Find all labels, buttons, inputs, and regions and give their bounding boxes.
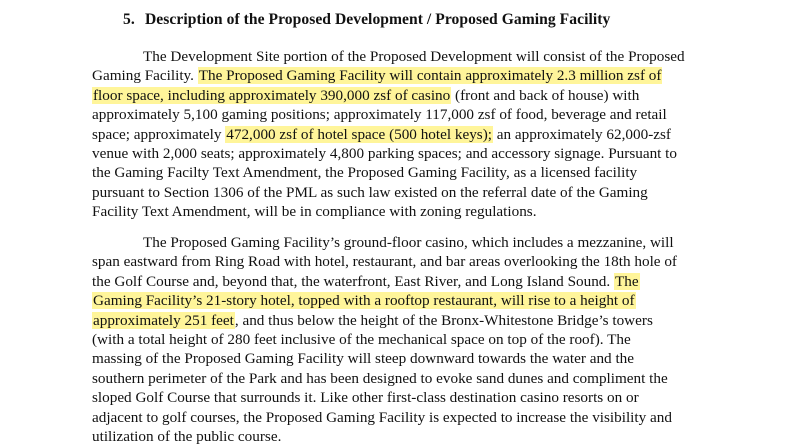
text-segment: adjacent to golf courses, the Proposed Gaming Facility is expected to increase the visibility and — [92, 408, 672, 426]
text-segment: utilization of the public course. — [92, 428, 282, 445]
text-segment: (front and back of house) with — [451, 86, 640, 104]
text-segment: pursuant to Section 1306 of the PML as such law existed on the referral date of the Gaming — [92, 183, 648, 201]
text-line — [92, 125, 671, 145]
text-line — [92, 330, 631, 350]
text-segment: venue with 2,000 seats; approximately 4,800 parking spaces; and accessory signage. Pursuant to — [92, 145, 678, 162]
section-title: Description of the Proposed Development / Proposed Gaming Facility — [145, 11, 611, 28]
text-line — [92, 66, 662, 86]
text-segment: the Golf Course and, beyond that, the waterfront, East River, and Long Island Sound. — [92, 272, 614, 290]
text-segment: span eastward from Ring Road with hotel, restaurant, and bar areas overlooking the 18th hole of — [92, 253, 677, 271]
text-segment: (with a total height of 280 feet inclusive of the mechanical space on top of the roof). The — [92, 331, 631, 348]
text-line — [92, 144, 677, 164]
text-line — [143, 233, 674, 253]
text-line — [92, 86, 639, 106]
highlighted-text: 472,000 zsf of hotel space (500 hotel keys); — [226, 125, 492, 143]
text-segment: sloped Golf Course that surrounds it. Like other first-class destination casino resorts on or — [92, 389, 639, 407]
text-segment: The Proposed Gaming Facility’s ground-floor casino, which includes a mezzanine, will — [143, 234, 674, 251]
text-line — [92, 427, 281, 447]
text-line — [92, 105, 667, 125]
text-line — [92, 272, 640, 292]
text-line — [92, 349, 634, 369]
text-line — [92, 252, 677, 272]
text-line — [143, 47, 685, 67]
text-segment: Gaming Facility. — [92, 67, 198, 85]
text-line — [92, 163, 637, 183]
text-segment: space; approximately — [92, 125, 226, 143]
text-segment: Facility Text Amendment, will be in compliance with zoning regulations. — [92, 203, 537, 221]
highlighted-text: approximately 251 feet — [93, 311, 234, 329]
text-line — [92, 408, 672, 428]
text-segment: approximately 5,100 gaming positions; approximately 117,000 zsf of food, beverage and retail — [92, 106, 667, 124]
text-segment: , and thus below the height of the Bronx-Whitestone Bridge’s towers — [234, 311, 653, 329]
highlighted-text: The — [614, 272, 639, 290]
highlighted-text: floor space, including approximately 390,000 zsf of casino — [93, 86, 451, 104]
text-line — [92, 311, 653, 331]
text-line — [92, 388, 639, 408]
text-line — [92, 291, 636, 311]
text-segment: southern perimeter of the Park and has been designed to evoke sand dunes and compliment the — [92, 369, 668, 387]
text-line — [92, 369, 668, 389]
text-line — [92, 202, 537, 222]
section-number: 5. — [123, 11, 135, 28]
highlighted-text: The Proposed Gaming Facility will contain approximately 2.3 million zsf of — [198, 67, 662, 85]
text-segment: massing of the Proposed Gaming Facility will steep downward towards the water and the — [92, 350, 634, 368]
section-heading — [123, 11, 610, 29]
text-segment: the Gaming Facilty Text Amendment, the Proposed Gaming Facility, as a licensed facility — [92, 164, 638, 182]
text-segment: The Development Site portion of the Proposed Development will consist of the Proposed — [143, 48, 685, 65]
text-line — [92, 183, 648, 203]
highlighted-text: Gaming Facility’s 21-story hotel, topped with a rooftop restaurant, will rise to a height of — [93, 292, 635, 310]
text-segment: an approximately 62,000-zsf — [492, 125, 671, 143]
